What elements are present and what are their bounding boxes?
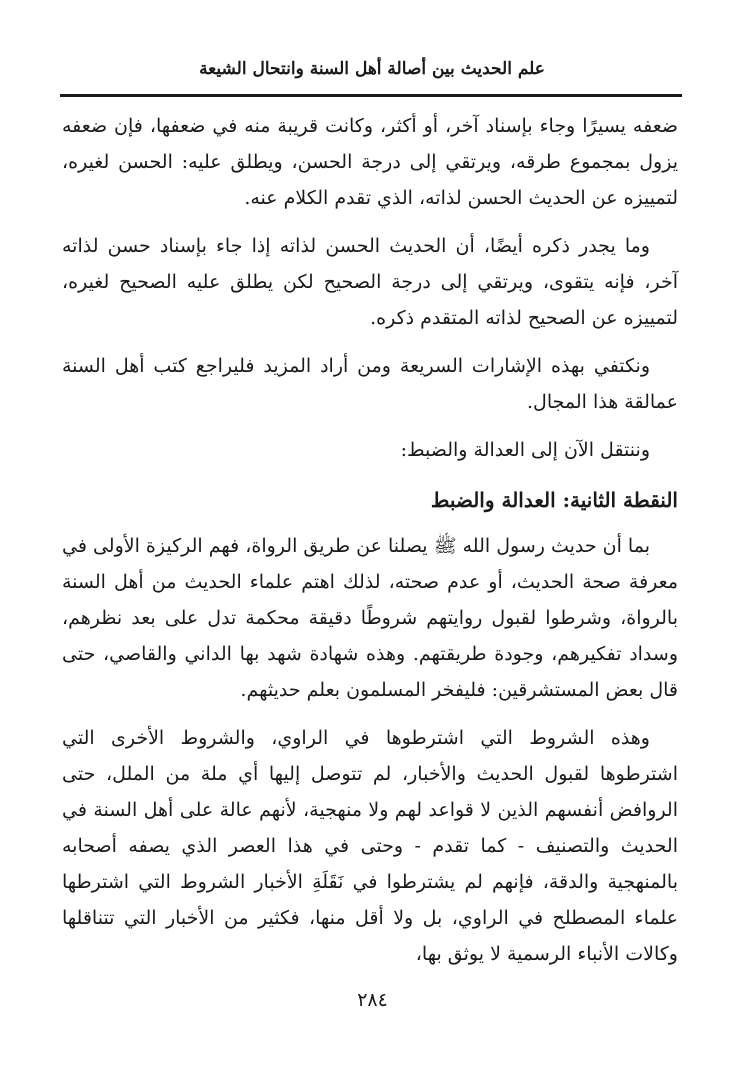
paragraph-3: ونكتفي بهذه الإشارات السريعة ومن أراد المزيد فليراجع كتب أهل السنة عمالقة هذا المجال. (62, 355, 678, 413)
paragraph-4: وننتقل الآن إلى العدالة والضبط: (400, 439, 650, 461)
section-paragraph-2: وهذه الشروط التي اشترطوها في الراوي، والشروط الأخرى التي اشترطوها لقبول الحديث والأخبار، لم تتوصل إليها أي ملة من الملل، حتى الروافض أنفسهم الذين لا قواعد لهم ولا منهجية، لأنهم عالة على أهل السنة في الحديث والتصنيف - كما تقدم - وحتى في هذا العصر الذي يصفه أصحابه بالمنهجية والدقة، فإنهم لم يشترطوا في نَقَلَةِ الأخبار الشروط التي اشترطها علماء المصطلح في الراوي، بل ولا أقل منها، فكثير من الأخبار التي تتناقلها وكالات الأنباء الرسمية لا يوثق بها، (62, 727, 678, 965)
section-heading: النقطة الثانية: العدالة والضبط (430, 488, 678, 512)
running-header-title: علم الحديث بين أصالة أهل السنة وانتحال الشيعة (199, 59, 545, 79)
paragraph-2: وما يجدر ذكره أيضًا، أن الحديث الحسن لذاته إذا جاء بإسناد حسن لذاته آخر، فإنه يتقوى، ويرتقي إلى درجة الصحيح لكن يطلق عليه الصحيح لغيره، لتمييزه عن الصحيح لذاته المتقدم ذكره. (62, 235, 678, 329)
page-number: ٢٨٤ (357, 989, 388, 1011)
body-text (62, 108, 678, 984)
header-divider (60, 94, 682, 97)
section-paragraph-1: بما أن حديث رسول الله ﷺ يصلنا عن طريق الرواة، فهم الركيزة الأولى في معرفة صحة الحديث، أو عدم صحته، لذلك اهتم علماء الحديث من أهل السنة بالرواة، وشرطوا لقبول روايتهم شروطًا دقيقة محكمة تدل على بعد نظرهم، وسداد تفكيرهم، وجودة طريقتهم. وهذه شهادة شهد بها الداني والقاصي، حتى قال بعض المستشرقين: فليفخر المسلمون بعلم حديثهم. (62, 535, 678, 701)
paragraph-1: ضعفه يسيرًا وجاء بإسناد آخر، أو أكثر، وكانت قريبة منه في ضعفها، فإن ضعفه يزول بمجموع طرقه، ويرتقي إلى درجة الحسن، ويطلق عليه: الحسن لغيره، لتمييزه عن الحديث الحسن لذاته، الذي تقدم الكلام عنه. (62, 115, 678, 209)
